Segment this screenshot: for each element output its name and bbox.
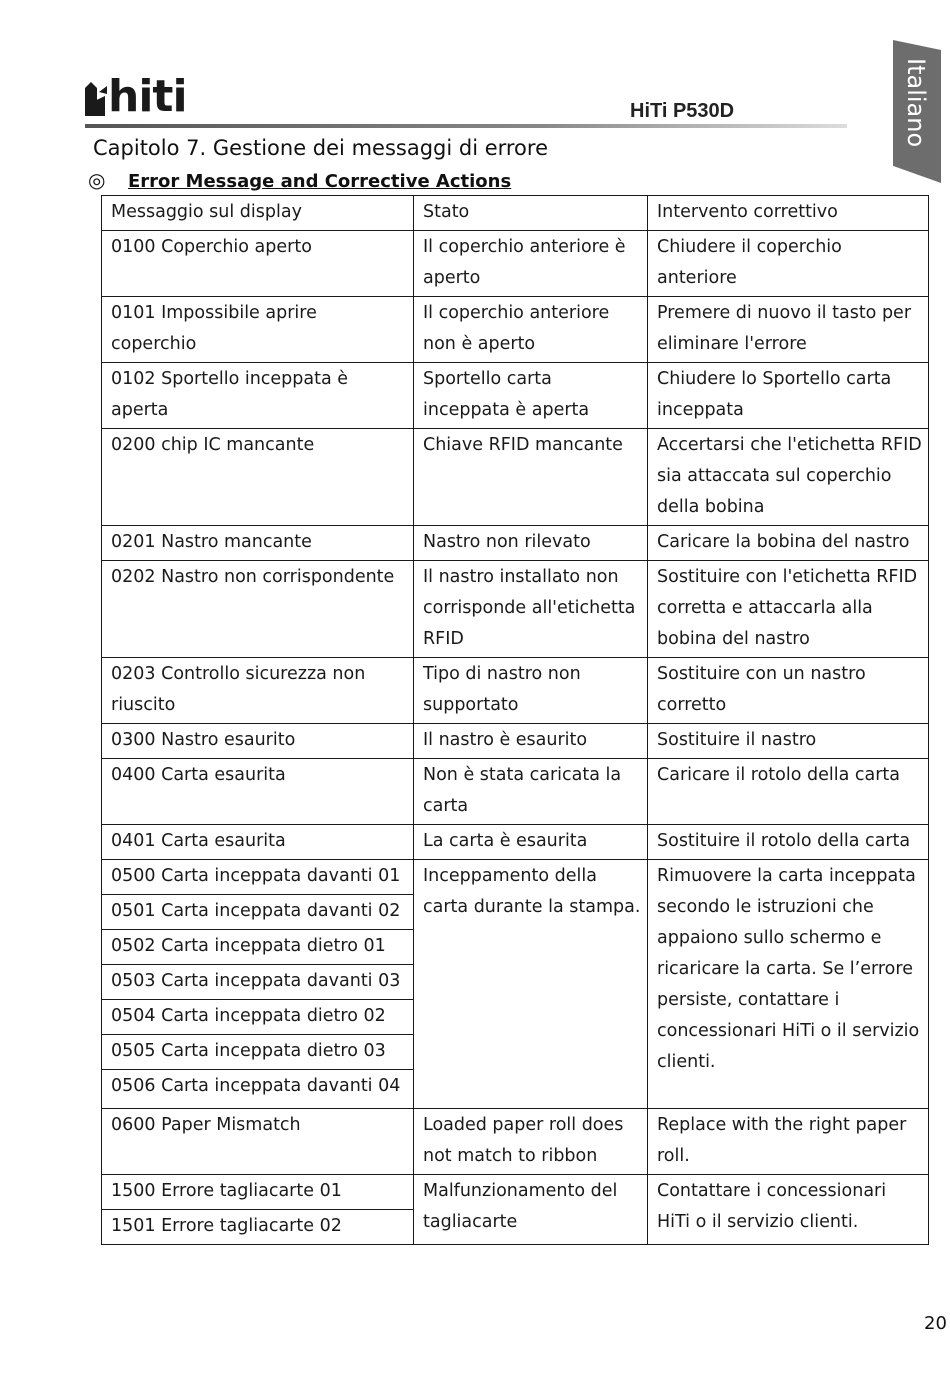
table-header-row	[102, 196, 929, 231]
state-cell: Il coperchio anteriore è aperto	[414, 231, 648, 297]
action-cell: Accertarsi che l'etichetta RFID sia attaccata sul coperchio della bobina	[648, 429, 929, 526]
state-cell: Non è stata caricata la carta	[414, 759, 648, 825]
message-cell: 0502 Carta inceppata dietro 01	[102, 930, 414, 965]
state-cell: Il coperchio anteriore non è aperto	[414, 297, 648, 363]
action-cell: Premere di nuovo il tasto per eliminare l'errore	[648, 297, 929, 363]
section-heading	[88, 168, 511, 192]
header-cell: Messaggio sul display	[102, 196, 414, 231]
brand-wordmark: hiti	[108, 71, 187, 122]
header-cell: Intervento correttivo	[648, 196, 929, 231]
message-cell: 1500 Errore tagliacarte 01	[102, 1175, 414, 1210]
table-row	[102, 363, 929, 429]
message-cell: 0300 Nastro esaurito	[102, 724, 414, 759]
message-cell: 0501 Carta inceppata davanti 02	[102, 895, 414, 930]
action-cell: Chiudere il coperchio anteriore	[648, 231, 929, 297]
action-cell: Chiudere lo Sportello carta inceppata	[648, 363, 929, 429]
message-cell: 0504 Carta inceppata dietro 02	[102, 1000, 414, 1035]
table-row	[102, 429, 929, 526]
table-row	[102, 231, 929, 297]
message-cell: 0600 Paper Mismatch	[102, 1109, 414, 1175]
message-cell: 0201 Nastro mancante	[102, 526, 414, 561]
action-cell: Caricare il rotolo della carta	[648, 759, 929, 825]
message-cell: 0100 Coperchio aperto	[102, 231, 414, 297]
state-cell: Nastro non rilevato	[414, 526, 648, 561]
message-cell: 0401 Carta esaurita	[102, 825, 414, 860]
table-row	[102, 658, 929, 724]
table-row	[102, 825, 929, 860]
model-name: HiTi P530D	[630, 100, 735, 122]
state-cell: Loaded paper roll does not match to ribbon	[414, 1109, 648, 1175]
message-cell: 0203 Controllo sicurezza non riuscito	[102, 658, 414, 724]
language-tab-label: Italiano	[902, 58, 930, 148]
page-number: 20	[924, 1313, 947, 1334]
section-title: Error Message and Corrective Actions	[128, 171, 512, 192]
message-cell: 1501 Errore tagliacarte 02	[102, 1210, 414, 1245]
action-cell: Caricare la bobina del nastro	[648, 526, 929, 561]
message-cell: 0202 Nastro non corrispondente	[102, 561, 414, 658]
table-row	[102, 759, 929, 825]
state-cell: Malfunzionamento del tagliacarte	[414, 1175, 648, 1245]
action-cell: Contattare i concessionari HiTi o il servizio clienti.	[648, 1175, 929, 1245]
state-cell: La carta è esaurita	[414, 825, 648, 860]
state-cell: Chiave RFID mancante	[414, 429, 648, 526]
message-cell: 0400 Carta esaurita	[102, 759, 414, 825]
table-row	[102, 526, 929, 561]
message-cell: 0102 Sportello inceppata è aperta	[102, 363, 414, 429]
message-cell: 0503 Carta inceppata davanti 03	[102, 965, 414, 1000]
message-cell: 0200 chip IC mancante	[102, 429, 414, 526]
message-cell: 0505 Carta inceppata dietro 03	[102, 1035, 414, 1070]
action-cell: Rimuovere la carta inceppata secondo le istruzioni che appaiono sullo schermo e ricaricare la carta. Se l’errore persiste, contattare i concessionari HiTi o il servizio clienti.	[648, 860, 929, 1109]
header-cell: Stato	[414, 196, 648, 231]
action-cell: Sostituire con l'etichetta RFID corretta e attaccarla alla bobina del nastro	[648, 561, 929, 658]
state-cell: Il nastro è esaurito	[414, 724, 648, 759]
state-cell: Il nastro installato non corrisponde all'etichetta RFID	[414, 561, 648, 658]
message-cell: 0101 Impossibile aprire coperchio	[102, 297, 414, 363]
error-table	[101, 195, 929, 1245]
header-rule	[85, 124, 847, 128]
table-row	[102, 860, 929, 895]
action-cell: Replace with the right paper roll.	[648, 1109, 929, 1175]
table-row	[102, 1109, 929, 1175]
table-row	[102, 1175, 929, 1210]
table-row	[102, 724, 929, 759]
table-row	[102, 297, 929, 363]
state-cell: Inceppamento della carta durante la stampa.	[414, 860, 648, 1109]
action-cell: Sostituire il rotolo della carta	[648, 825, 929, 860]
state-cell: Tipo di nastro non supportato	[414, 658, 648, 724]
action-cell: Sostituire il nastro	[648, 724, 929, 759]
bullseye-icon: ◎	[88, 168, 106, 192]
message-cell: 0500 Carta inceppata davanti 01	[102, 860, 414, 895]
chapter-title: Capitolo 7. Gestione dei messaggi di errore	[93, 136, 548, 160]
state-cell: Sportello carta inceppata è aperta	[414, 363, 648, 429]
message-cell: 0506 Carta inceppata davanti 04	[102, 1070, 414, 1109]
table-row	[102, 561, 929, 658]
action-cell: Sostituire con un nastro corretto	[648, 658, 929, 724]
